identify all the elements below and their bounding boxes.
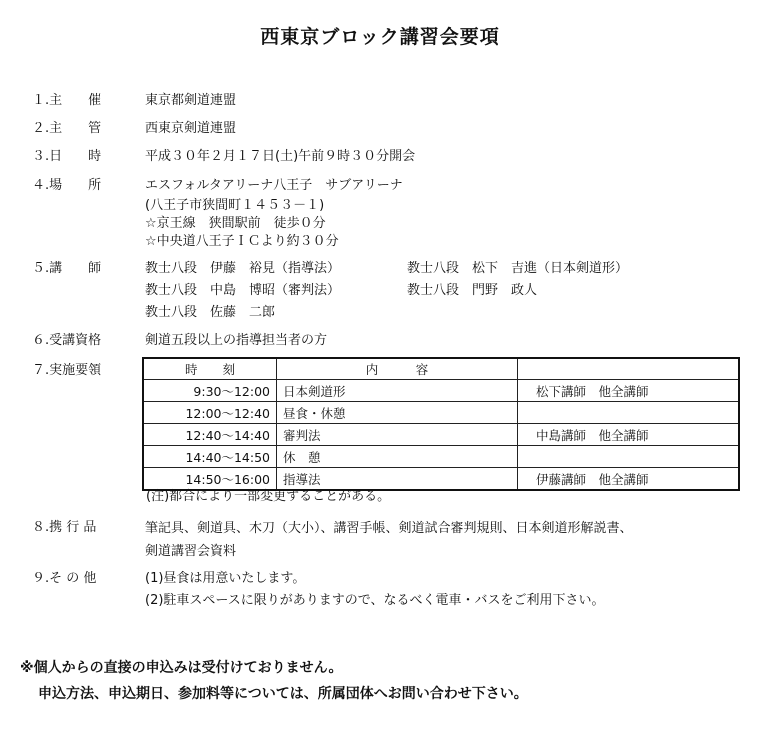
remark-cell: 中島講師 他全講師 (518, 424, 740, 446)
notice-line: 申込方法、申込期日、参加料等については、所属団体へお問い合わせ下さい。 (38, 686, 528, 702)
table-row (143, 446, 739, 468)
instructor-row (145, 258, 628, 280)
items-line: 筆記具、剣道具、木刀（大小）、講習手帳、剣道試合審判規則、日本剣道形解説書、 (145, 521, 633, 536)
section-label: ９.そ の 他 (32, 571, 97, 586)
time-cell: 14:40～14:50 (143, 446, 277, 468)
instructor-row (145, 280, 628, 302)
time-cell: 12:40～14:40 (143, 424, 277, 446)
remark-cell (518, 446, 740, 468)
section-label: ７.実施要領 (32, 363, 102, 378)
column-header-remark (518, 358, 740, 380)
section-label: ５.講 師 (32, 261, 102, 276)
application-notice (20, 655, 528, 707)
section-label: １.主 催 (32, 93, 102, 108)
remark-cell (518, 402, 740, 424)
table-row (143, 380, 739, 402)
section-label: ８.携 行 品 (32, 520, 97, 535)
table-row (143, 424, 739, 446)
other-line: (1)昼食は用意いたします。 (145, 571, 306, 586)
content-cell: 昼食・休憩 (277, 402, 518, 424)
remark-cell: 伊藤講師 他全講師 (518, 468, 740, 491)
section-label: ２.主 管 (32, 121, 102, 136)
time-cell: 12:00～12:40 (143, 402, 277, 424)
section-value: 平成３０年２月１７日(土)午前９時３０分開会 (145, 149, 416, 164)
notice-line: ※個人からの直接の申込みは受付けておりません。 (20, 660, 343, 676)
content-cell: 指導法 (277, 468, 518, 491)
instructor: 教士八段 中島 博昭（審判法） (145, 283, 341, 298)
schedule-note: (注)都合により一部変更することがある。 (146, 489, 391, 504)
section-value: 東京都剣道連盟 (145, 93, 237, 108)
section-label: ３.日 時 (32, 149, 102, 164)
section-body (145, 517, 633, 563)
section-value: 西東京剣道連盟 (145, 121, 237, 136)
items-line: 剣道講習会資料 (145, 544, 237, 559)
schedule-table (142, 357, 740, 491)
column-header-content: 内 容 (277, 358, 518, 380)
section-label: ４.場 所 (32, 178, 102, 193)
section-body (145, 568, 605, 612)
other-line: (2)駐車スペースに限りがありますので、なるべく電車・バスをご利用下さい。 (145, 593, 605, 608)
column-header-time: 時 刻 (143, 358, 277, 380)
section-label: ６.受講資格 (32, 333, 102, 348)
instructor: 教士八段 松下 吉進（日本剣道形） (407, 261, 629, 276)
table-row (143, 402, 739, 424)
content-cell: 審判法 (277, 424, 518, 446)
venue-address: (八王子市狭間町１４５３－１) (145, 198, 325, 213)
document-title: 西東京ブロック講習会要項 (260, 26, 500, 48)
venue-access-train: ☆京王線 狭間駅前 徒歩０分 (145, 216, 326, 231)
venue-access-car: ☆中央道八王子ＩＣより約３０分 (145, 234, 339, 249)
table-header-row (143, 358, 739, 380)
remark-cell: 松下講師 他全講師 (518, 380, 740, 402)
content-cell: 日本剣道形 (277, 380, 518, 402)
section-body (145, 175, 403, 251)
instructor-row (145, 302, 628, 324)
section-value: 剣道五段以上の指導担当者の方 (145, 333, 328, 348)
instructor: 教士八段 門野 政人 (407, 283, 538, 298)
venue-name: エスフォルタアリーナ八王子 サブアリーナ (145, 178, 403, 193)
time-cell: 9:30～12:00 (143, 380, 277, 402)
time-cell: 14:50～16:00 (143, 468, 277, 491)
instructor: 教士八段 佐藤 二郎 (145, 305, 276, 320)
section-body (145, 258, 628, 324)
instructor: 教士八段 伊藤 裕見（指導法） (145, 261, 341, 276)
content-cell: 休 憩 (277, 446, 518, 468)
